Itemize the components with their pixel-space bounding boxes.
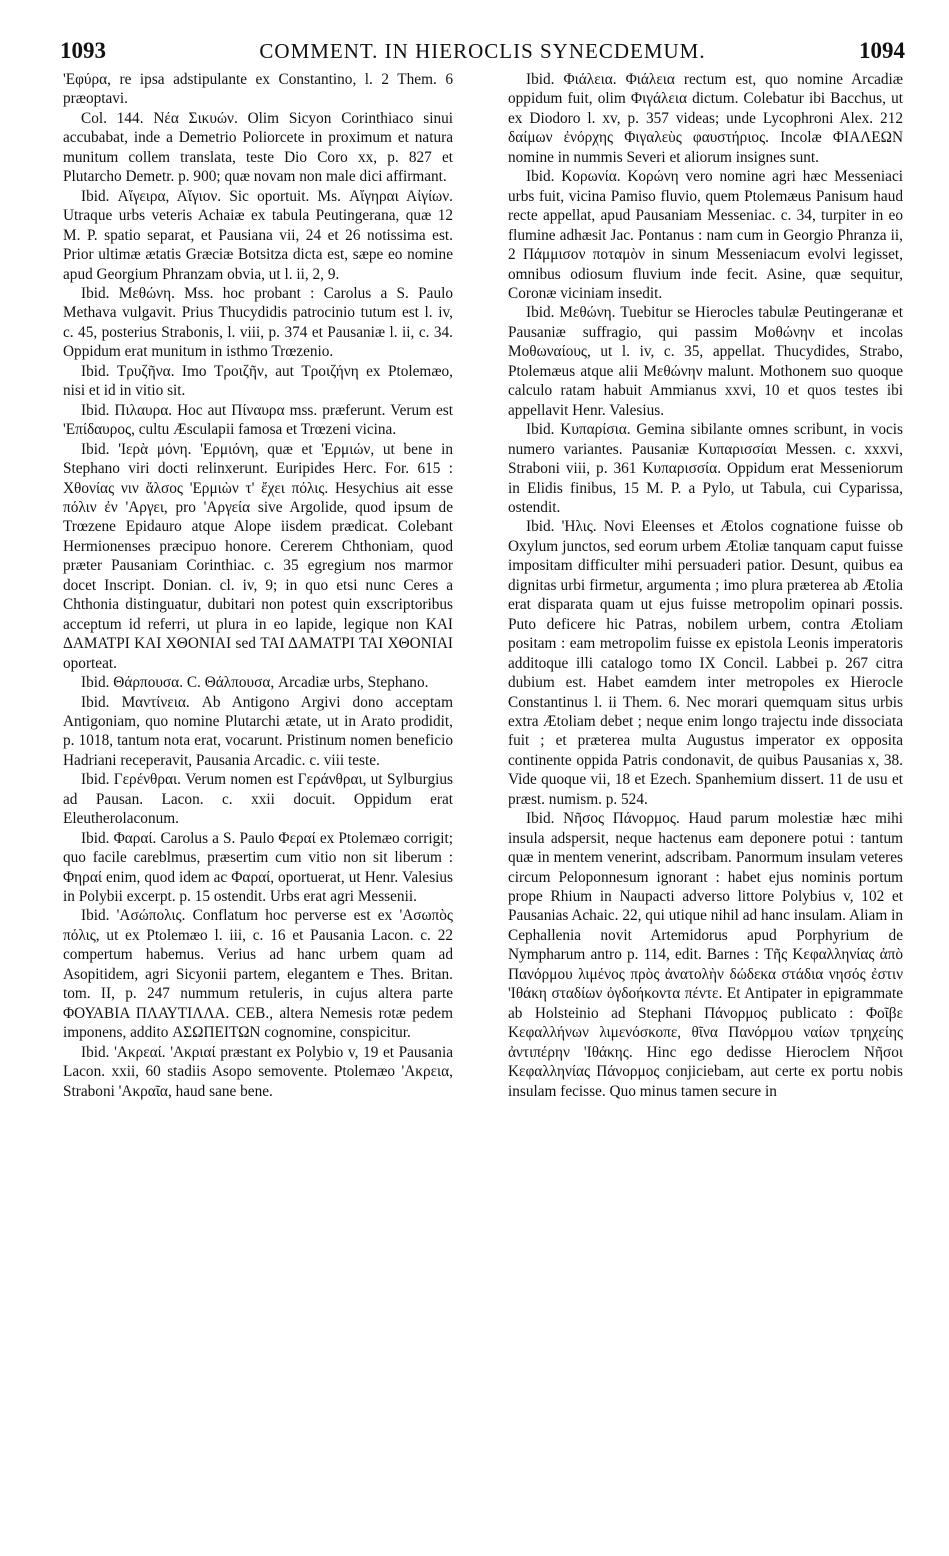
paragraph: Ibid. 'Ηλις. Novi Eleenses et Ætolos cognatione fuisse ob Oxylum junctos, sed eorum urbem Ætoliæ tanquam caput fuisse impositam difficulter mihi persuaderi patior. Desunt, quibus ea dignitas urbi firmetur, argumenta ; imo plura præterea ab Ætolia erat disparata quam ut ejus fuisse metropolim opinari possis. Puto deficere hic Patras, nobilem urbem, contra Ætoliam positam : eam metropolim fuisse ex epistola Leonis imperatoris additoque illi catalogo tomo IX Concil. Labbei p. 267 citra dubium est. Habet eamdem inter metropoles ex Hierocle Constantinus l. ii Them. 6. Nec morari quemquam situs urbis extra Ætoliam debet ; neque enim longo trajectu inde dissociata fuit ; et præterea multa Augustus imperator ex opposita continente oppida Patris condonavit, de quibus Pausanias x, 38. Vide quoque vii, 18 et Ezech. Spanhemium dissert. 11 de usu et præst. numism. p. 524. [508, 518, 903, 808]
paragraph: Ibid. Μεθώνη. Tuebitur se Hierocles tabulæ Peutingeranæ et Pausaniæ suffragio, qui passim Μοθώνην et incolas Μοθωναίους, ut l. iv, c. 35, appellat. Thucydides, Strabo, Ptolemæus atque alii Μεθώνην malunt. Mothonem suo quoque calculo ratam habuit Ammianus xxvi, 10 et quos testes ibi appellavit Henr. Valesius. [508, 304, 903, 419]
right-column [508, 70, 903, 1101]
running-title: COMMENT. IN HIEROCLIS SYNECDEMUM. [259, 39, 706, 63]
paragraph: Ibid. Μαντίνεια. Ab Antigono Argivi dono acceptam Antigoniam, quo nomine Plutarchi ætate, ut in Arato prodidit, p. 1018, tantum nota erat, vocarunt. Pristinum nomen beneficio Hadriani receperavit, Pausania Arcadic. c. viii teste. [63, 693, 453, 769]
right-page-number: 1094 [858, 38, 905, 63]
page-header [60, 38, 905, 66]
paragraph: Ibid. 'Ακρεαί. 'Ακριαί præstant ex Polybio v, 19 et Pausania Lacon. xxii, 60 stadiis Asopo semovente. Ptolemæo 'Ακρεια, Straboni 'Ακραῖα, haud sane bene. [63, 1043, 453, 1100]
paragraph: Col. 144. Νέα Σικυών. Olim Sicyon Corinthiaco sinui accubabat, inde a Demetrio Poliorcete in proximum et natura munitum collem translata, teste Dio Coro xx, p. 827 et Plutarcho Demetr. p. 900; quæ novam non male dici affirmant. [63, 109, 453, 186]
paragraph: Ibid. 'Ασώπολις. Conflatum hoc perverse est ex 'Ασωπὸς πόλις, ut ex Ptolemæo l. iii, c. 16 et Pausania Lacon. c. 22 compertum habemus. Verius ad hanc urbem quam ad Asopitidem, agri Sicyonii partem, elegantem e Thes. Britan. tom. II, p. 247 nummum retuleris, in cujus altera parte ΦΟΥΑΒΙΑ ΠΛΑΥΤΙΛΛΑ. CEB., altera Nemesis rotæ pedem imponens, addito ΑΣΩΠΕΙΤΩΝ cognomine, conspicitur. [63, 907, 453, 1042]
paragraph: Ibid. Γερένθραι. Verum nomen est Γεράνθραι, ut Sylburgius ad Pausan. Lacon. c. xxii docuit. Oppidum erat Eleutherolaconum. [63, 771, 453, 828]
paragraph: Ibid. 'Ιερὰ μόνη. 'Ερμιόνη, quæ et 'Ερμιών, ut bene in Stephano viri docti relinxerunt. Euripides Herc. For. 615 : Χθονίας νιν ἄλσος 'Ερμιὼν τ' ἔχει πόλις. Hesychius ait esse πόλιν ἐν 'Αργει, pro 'Αργεία sive Argolide, quod ipsum de Trœzene Epidauro atque Alope iisdem prædicat. Colebant Hermionenses præcipuo honore. Cererem Chthoniam, quod præter Pausaniam Corinthiac. c. 35 egregium nos marmor docet Inscript. Donian. cl. iv, 9; in quo etsi nunc Ceres a Chthonia distinguatur, dubitari non potest quin exscriptoribus acceptum id referri, ut plura in eo lapide, legique non ΚΑΙ ΔΑΜΑΤΡΙ ΚΑΙ ΧΘΟΝΙΑΙ sed ΤΑΙ ΔΑΜΑΤΡΙ ΤΑΙ ΧΘΟΝΙΑΙ oporteat. [63, 440, 453, 672]
paragraph: Ibid. Κορωνία. Κορώνη vero nomine agri hæc Messeniaci urbs fuit, vicina Pamiso fluvio, quem Ptolemæus Panisum haud recte appellat, apud Pausaniam Messeniac. c. 34, turpiter in eo flumine adhæsit Jac. Pontanus : nam cum in Georgio Phranza ii, 2 Πάμμισον ποταμὸν in sinum Messeniacum evolvi legisset, omnibus odiosum fluvium inde fecit. Asine, quæ sequitur, Coronæ viciniam insedit. [508, 168, 903, 302]
paragraph: Ibid. Πιλαυρα. Hoc aut Πίναυρα mss. præferunt. Verum est 'Επίδαυρος, cultu Æsculapii famosa et Trœzeni vicina. [63, 401, 453, 439]
paragraph: Ibid. Θάρπουσα. C. Θάλπουσα, Arcadiæ urbs, Stephano. [81, 674, 429, 692]
paragraph: 'Εφύρα, re ipsa adstipulante ex Constantino, l. 2 Them. 6 præoptavi. [63, 71, 453, 108]
paragraph: Ibid. Φιάλεια. Φιάλεια rectum est, quo nomine Arcadiæ oppidum fuit, olim Φιγάλεια dictum. Colebatur ibi Bacchus, ut ex Diodoro l. xv, p. 357 videas; unde Lycophroni Alex. 212 δαίμων ἐνόρχης Φιγαλεὺς φαυστήριος. Incolæ ΦΙΑΛΕΩΝ nomine in nummis Severi et aliorum insignes sunt. [508, 71, 903, 166]
paragraph: Ibid. Κυπαρίσια. Gemina sibilante omnes scribunt, in vocis numero variantes. Pausaniæ Κυπαρισσίαι Messen. c. xxxvi, Straboni viii, p. 361 Κυπαρισσία. Oppidum erat Messeniorum in Elidis finibus, 15 M. P. a Pylo, ut Tabula, cui Cyparissa, ostendit. [508, 421, 903, 516]
paragraph: Ibid. Φαραί. Carolus a S. Paulo Φεραί ex Ptolemæo corrigit; quo facile careblmus, præsertim cum vitio non sit liberum : Φηραί enim, quod idem ac Φαραί, oportuerat, ut Henr. Valesius in Polybii excerpt. p. 15 ostendit. Urbs erat agri Messenii. [63, 829, 453, 906]
left-column [63, 70, 453, 1101]
left-page-number: 1093 [60, 38, 106, 63]
paragraph: Ibid. Νῆσος Πάνορμος. Haud parum molestiæ hæc mihi insula adspersit, neque hactenus eam deponere potui : tantum quæ in mentem venerint, adscribam. Panormum insulam veteres circum Peloponnesum ignorant : habet ejus nominis portum prope Rhium in Naupacti adverso littore Polybius v, 102 et Pausanias Achaic. 22, qui utique nihil ad hanc insulam. Aliam in Cephallenia novit Artemidorus apud Porphyrium de Nympharum antro p. 114, edit. Barnes : Τῆς Κεφαλληνίας ἀπὸ Πανόρμου λιμένος πρὸς ἀνατολὴν δώδεκα στάδια νησός ἐστιν 'Ιθάκη σταδίων ὀγδοήκοντα πέντε. Et Antipater in epigrammate ab Holsteinio ad Stephani Πάνορμος publicato : Φοῖβε Κεφαλλήνων λιμενόσκοπε, θῖνα Πανόρμου ναίων τρηχείης ἀντιπέρην 'Ιθάκης. Hinc ego dedisse Hieroclem Νῆσοι Κεφαλληνίας Πάνορμος conjiciebam, aut certe ex portu nobis insulam fecisse. Quo minus tamen secure in [508, 810, 903, 1100]
paragraph: Ibid. Αἴγειρα, Αἴγιον. Sic oportuit. Ms. Αἴγηραι Αἰγίων. Utraque urbs veteris Achaiæ ex tabula Peutingerana, quæ 12 M. P. spatio separat, et Pausiana vii, 24 et 26 notissima est. Prior ultimæ ætatis Græciæ Botsitza dicta est, sæpe eo nomine apud Georgium Phranzam obvia, ut l. ii, 2, 9. [63, 187, 453, 283]
paragraph: Ibid. Τρυζῆνα. Imo Τροιζῆν, aut Τροιζήνη ex Ptolemæo, nisi et id in vitio sit. [63, 362, 453, 400]
paragraph: Ibid. Μεθώνη. Mss. hoc probant : Carolus a S. Paulo Methava vulgavit. Prius Thucydidis patrocinio tutum est l. iv, c. 45, posterius Strabonis, l. viii, p. 374 et Pausaniæ l. ii, c. 34. Oppidum erat munitum in isthmo Trœzenio. [63, 284, 453, 361]
